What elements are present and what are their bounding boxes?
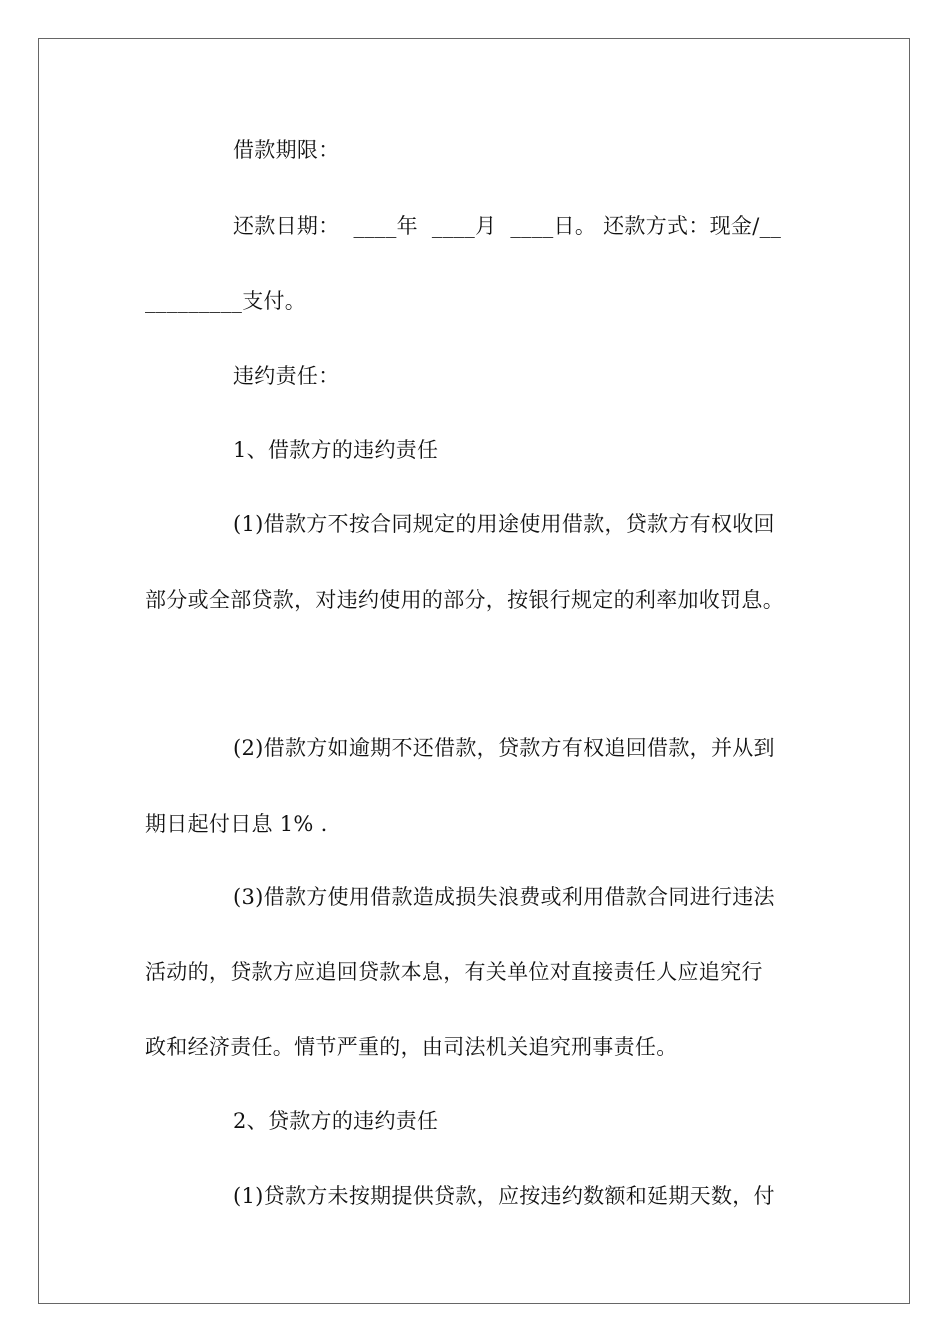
clause-1-1-line-1: (1)借款方不按合同规定的用途使用借款，贷款方有权收回 — [233, 512, 775, 536]
repayment-date-line: 还款日期： ____年 ____月 ____日。 还款方式：现金/__ — [233, 214, 782, 238]
clause-2-1-line-1: (1)贷款方未按期提供贷款，应按违约数额和延期天数，付 — [233, 1184, 775, 1208]
borrower-liability-heading: 1、借款方的违约责任 — [233, 438, 439, 462]
clause-1-2-line-1: (2)借款方如逾期不还借款，贷款方有权追回借款，并从到 — [233, 736, 775, 760]
clause-1-1-line-2: 部分或全部贷款，对违约使用的部分，按银行规定的利率加收罚息。 — [145, 588, 784, 612]
clause-1-3-line-2: 活动的，贷款方应追回贷款本息，有关单位对直接责任人应追究行 — [145, 960, 763, 984]
loan-term-line: 借款期限： — [233, 138, 340, 162]
clause-1-2-line-2: 期日起付日息 1% . — [145, 812, 328, 836]
liability-heading: 违约责任： — [233, 364, 340, 388]
payment-method-line: _________支付。 — [145, 289, 307, 313]
lender-liability-heading: 2、贷款方的违约责任 — [233, 1109, 439, 1133]
clause-1-3-line-1: (3)借款方使用借款造成损失浪费或利用借款合同进行违法 — [233, 885, 775, 909]
clause-1-3-line-3: 政和经济责任。情节严重的，由司法机关追究刑事责任。 — [145, 1035, 678, 1059]
